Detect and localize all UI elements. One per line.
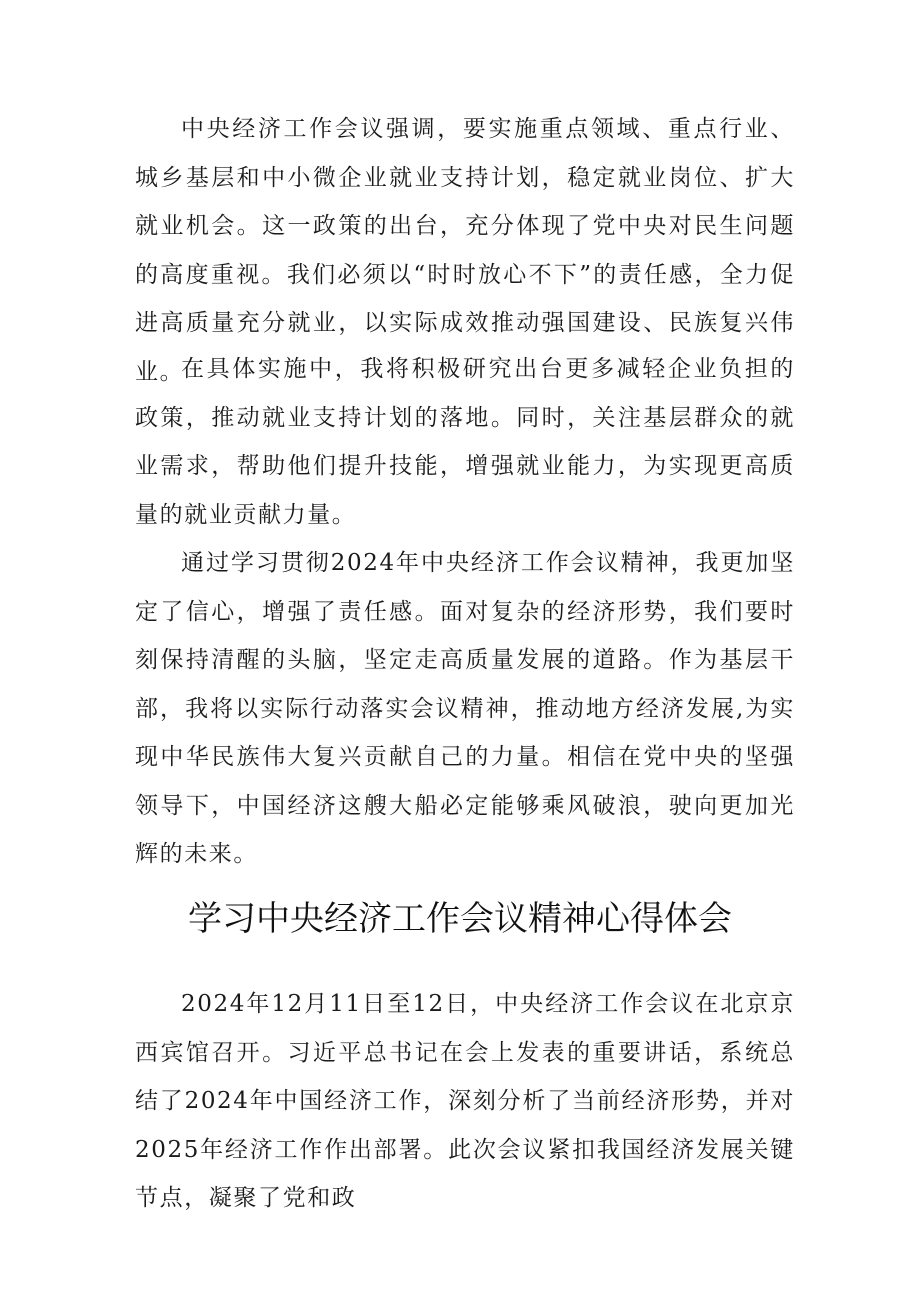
section-title: 学习中央经济工作会议精神心得体会 (188, 899, 732, 939)
paragraph-implementation: 在具体实施中，我将积极研究出台更多减轻企业负担的政策，推动就业支持计划的落地。同时，关注基层群众的就业需求，帮助他们提升技能，增强就业能力，为实现更高质量的就业贡献力量。 (135, 356, 795, 528)
paragraph-conclusion: 通过学习贯彻2024年中央经济工作会议精神，我更加坚定了信心，增强了责任感。面对复杂的经济形势，我们要时刻保持清醒的头脑，坚定走高质量发展的道路。作为基层干部，我将以实际行动落实会议精神，推动地方经济发展,为实现中华民族伟大复兴贡献自己的力量。相信在党中央的坚强领导下，中国经济这艘大船必定能够乘风破浪，驶向更加光辉的未来。 (135, 550, 795, 867)
paragraph-employment-support: 中央经济工作会议强调，要实施重点领域、重点行业、城乡基层和中小微企业就业支持计划，稳定就业岗位、扩大就业机会。这一政策的出台，充分体现了党中央对民生问题的高度重视。我们必须以“时时放心不下”的责任感，全力促进高质量充分就业，以实际成效推动强国建设、民族复兴伟业。 (135, 116, 795, 385)
paragraph-meeting-intro: 2024年12月11日至12日，中央经济工作会议在北京京西宾馆召开。习近平总书记在会上发表的重要讲话，系统总结了2024年中国经济工作，深刻分析了当前经济形势，并对2025年经济工作作出部署。此次会议紧扣我国经济发展关键节点，凝聚了党和政 (135, 991, 795, 1211)
